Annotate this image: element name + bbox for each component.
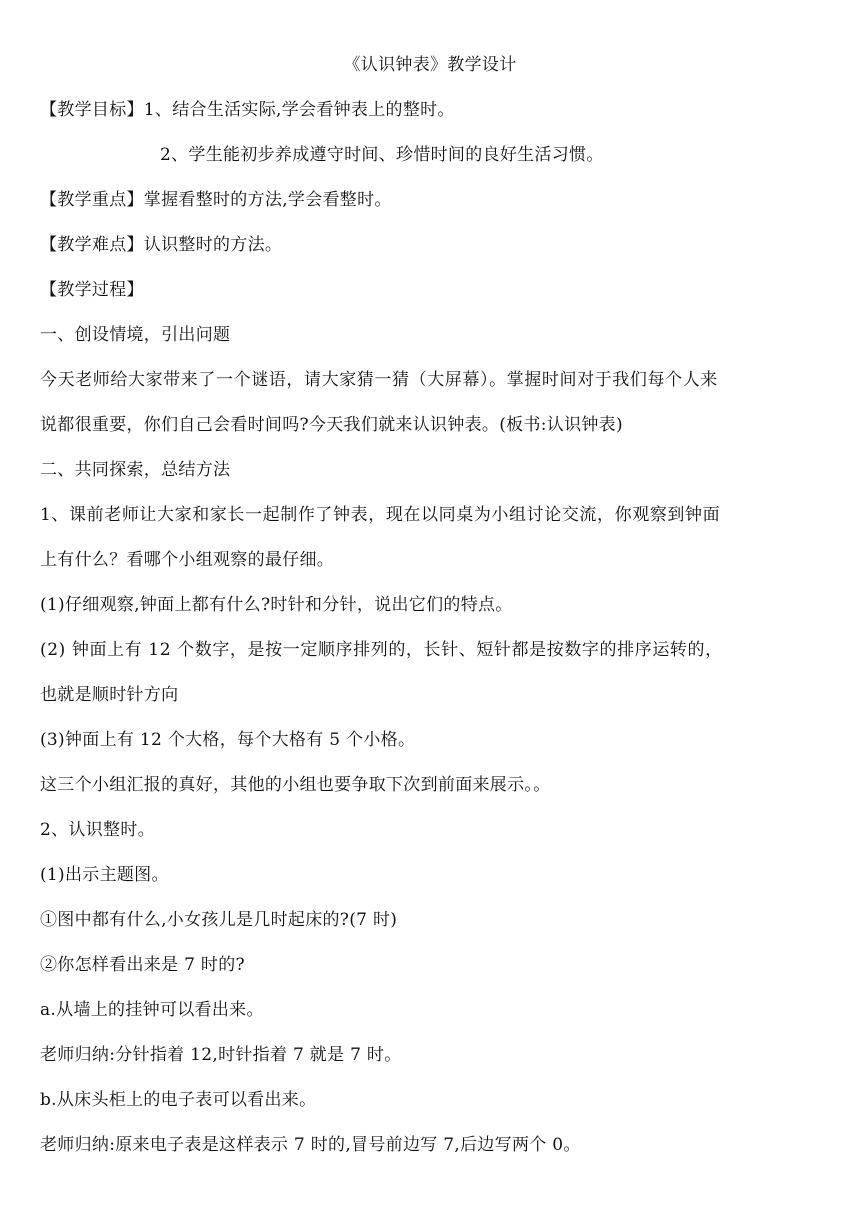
sub-item-2-line-2: 也就是顺时针方向 xyxy=(40,685,179,705)
teacher-summary-1: 老师归纳:分针指着 12,时针指着 7 就是 7 时。 xyxy=(40,1045,402,1065)
difficulty-line: 【教学难点】认识整时的方法。 xyxy=(40,235,283,255)
item-2-heading: 2、认识整时。 xyxy=(40,820,155,840)
section-1-paragraph-line-2: 说都很重要，你们自己会看时间吗?今天我们就来认识钟表。(板书:认识钟表) xyxy=(40,415,623,435)
focus-line: 【教学重点】掌握看整时的方法,学会看整时。 xyxy=(40,190,392,210)
section-2-heading: 二、共同探索，总结方法 xyxy=(40,460,231,480)
answer-b: b.从床头柜上的电子表可以看出来。 xyxy=(40,1090,317,1110)
section-1-paragraph-line-1: 今天老师给大家带来了一个谜语，请大家猜一猜（大屏幕）。掌握时间对于我们每个人来 xyxy=(40,370,718,390)
item-1-line-1: 1、课前老师让大家和家长一起制作了钟表，现在以同桌为小组讨论交流，你观察到钟面 xyxy=(40,505,721,525)
objectives-line-2: 2、学生能初步养成遵守时间、珍惜时间的良好生活习惯。 xyxy=(160,145,604,165)
section-1-heading: 一、创设情境，引出问题 xyxy=(40,325,231,345)
process-heading: 【教学过程】 xyxy=(40,280,144,300)
group-summary: 这三个小组汇报的真好，其他的小组也要争取下次到前面来展示。。 xyxy=(40,775,551,795)
question-1: ①图中都有什么,小女孩儿是几时起床的?(7 时) xyxy=(40,910,398,930)
objectives-line-1: 【教学目标】1、结合生活实际,学会看钟表上的整时。 xyxy=(40,100,455,120)
item-2-sub-1: (1)出示主题图。 xyxy=(40,865,169,885)
document-title: 《认识钟表》教学设计 xyxy=(343,55,517,75)
item-1-line-2: 上有什么？看哪个小组观察的最仔细。 xyxy=(40,550,335,570)
question-2: ②你怎样看出来是 7 时的? xyxy=(40,955,245,975)
sub-item-3: (3)钟面上有 12 个大格，每个大格有 5 个小格。 xyxy=(40,730,416,750)
answer-a: a.从墙上的挂钟可以看出来。 xyxy=(40,1000,264,1020)
teacher-summary-2: 老师归纳:原来电子表是这样表示 7 时的,冒号前边写 7,后边写两个 0。 xyxy=(40,1135,581,1155)
sub-item-1: (1)仔细观察,钟面上都有什么?时针和分针，说出它们的特点。 xyxy=(40,595,513,615)
sub-item-2-line-1: (2) 钟面上有 12 个数字，是按一定顺序排列的，长针、短针都是按数字的排序运转的， xyxy=(40,640,723,660)
